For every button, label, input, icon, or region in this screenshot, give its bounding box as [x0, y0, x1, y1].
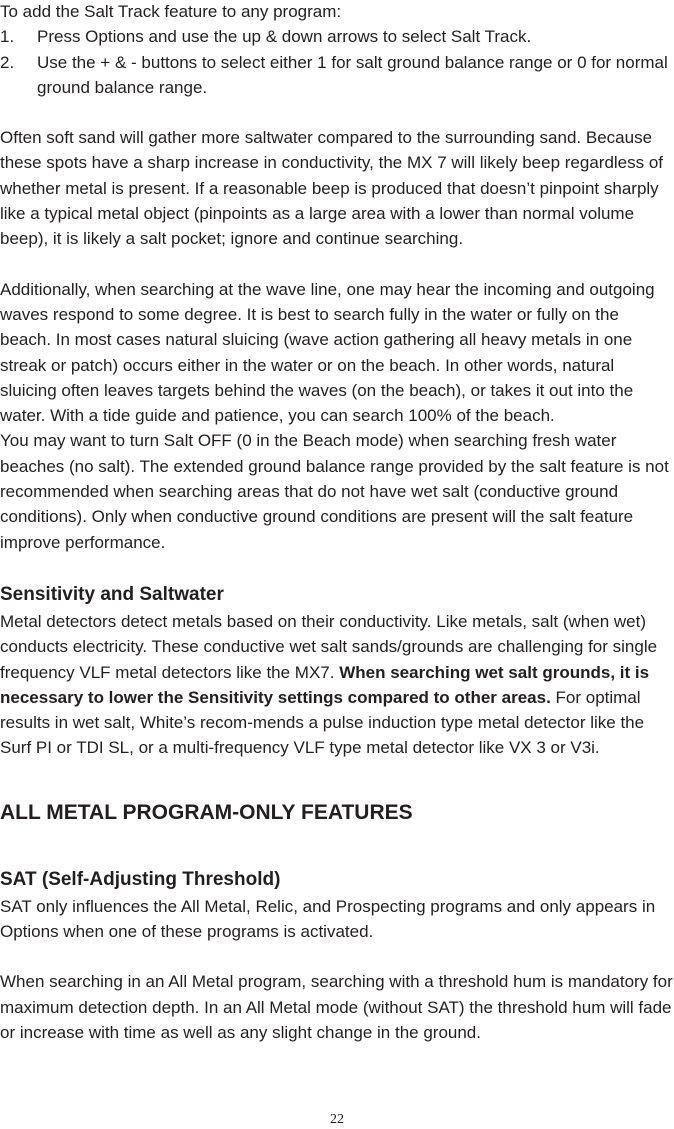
step-text: Press Options and use the up & down arrows to select Salt Track.	[37, 27, 532, 47]
sensitivity-text-b: For optimal results in wet salt, White’s recom-mends a pulse induction type metal detector like the Surf PI or TDI SL, or a multi-frequency VLF type metal detector like VX 3 or V3i.	[0, 687, 645, 758]
step-number: 2.	[0, 52, 15, 72]
sensitivity-heading: Sensitivity and Saltwater	[0, 583, 224, 605]
sensitivity-paragraph	[0, 609, 674, 761]
step-item	[0, 24, 674, 49]
sensitivity-text-a: Metal detectors detect metals based on their conductivity. Like metals, salt (when wet) conducts electricity. These conductive wet salt sands/grounds are challenging for single frequency VLF metal detectors like the MX7.	[0, 611, 658, 682]
sensitivity-text-bold: When searching wet salt grounds, it is necessary to lower the Sensitivity settings compared to other areas.	[0, 662, 650, 707]
paragraph-soft-sand: Often soft sand will gather more saltwater compared to the surrounding sand. Because these spots have a sharp increase in conductivity, the MX 7 will likely beep regardless of whether metal is present. If a reasonable beep is produced that doesn’t pinpoint sharply like a typical metal object (pinpoints as a large area with a lower than normal volume beep), it is likely a salt pocket; ignore and continue searching.	[0, 128, 664, 249]
sat-paragraph-2: When searching in an All Metal program, searching with a threshold hum is mandatory for maximum detection depth. In an All Metal mode (without SAT) the threshold hum will fade or increase with time as well as any slight change in the ground.	[0, 972, 673, 1042]
step-text: Use the + & - buttons to select either 1 for salt ground balance range or 0 for normal ground balance range.	[37, 52, 668, 97]
page-number: 22	[330, 1112, 344, 1127]
intro-line: To add the Salt Track feature to any program:	[0, 2, 342, 21]
step-number: 1.	[0, 27, 15, 47]
sat-paragraph-1: SAT only influences the All Metal, Relic, and Prospecting programs and only appears in Options when one of these programs is activated.	[0, 896, 656, 942]
paragraph-wave-line: Additionally, when searching at the wave line, one may hear the incoming and outgoing waves respond to some degree. It is best to search fully in the water or fully on the beach. In most cases natural sluicing (wave action gathering all heavy metals in one streak or patch) occurs either in the water or on the beach. In other words, natural sluicing often leaves targets behind the waves (on the beach), or takes it out into the water. With a tide guide and patience, you can search 100% of the beach.	[0, 279, 655, 426]
steps-list	[0, 24, 674, 100]
step-item	[0, 50, 674, 101]
paragraph-fresh-water: You may want to turn Salt OFF (0 in the Beach mode) when searching fresh water beaches (no salt). The extended ground balance range provided by the salt feature is not recommended when searching areas that do not have wet salt (conductive ground conditions). Only when conductive ground conditions are present will the salt feature improve performance.	[0, 431, 669, 552]
sat-heading: SAT (Self-Adjusting Threshold)	[0, 868, 281, 890]
all-metal-heading: ALL METAL PROGRAM-ONLY FEATURES	[0, 800, 413, 824]
